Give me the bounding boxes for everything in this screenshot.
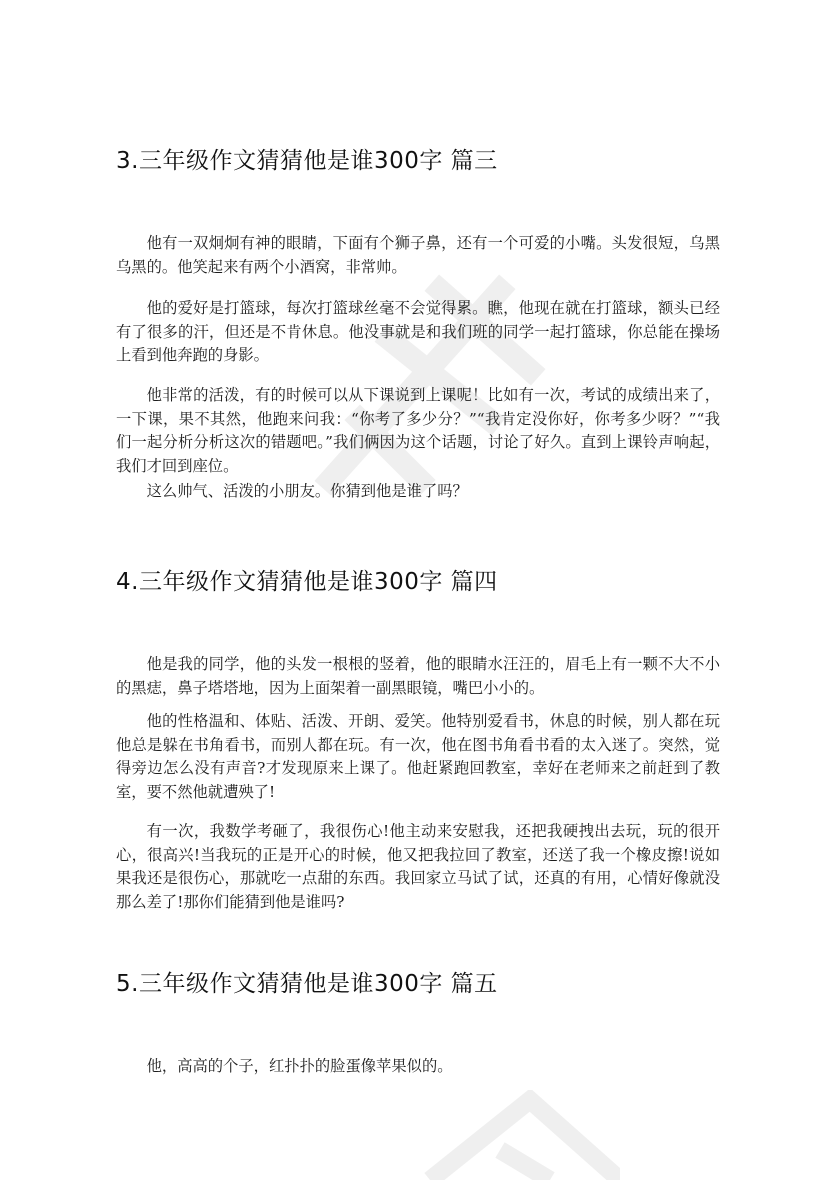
- paragraph: 他非常的活泼，有的时候可以从下课说到上课呢！比如有一次，考试的成绩出来了，一下课，果不其然，他跑来问我：“你考了多少分？”“我肯定没你好，你考多少呀？”“我们一起分析分析这次的错题吧。”我们俩因为这个话题，讨论了好久。直到上课铃声响起，我们才回到座位。: [116, 386, 720, 475]
- paragraph: 他有一双炯炯有神的眼睛，下面有个狮子鼻，还有一个可爱的小嘴。头发很短，乌黑乌黑的。他笑起来有两个小酒窝，非常帅。: [116, 234, 720, 276]
- paragraph: 有一次，我数学考砸了，我很伤心!他主动来安慰我，还把我硬拽出去玩，玩的很开心，很高兴!当我玩的正是开心的时候，他又把我拉回了教室，还送了我一个橡皮擦!说如果我还是很伤心，那就吃一点甜的东西。我回家立马试了试，还真的有用，心情好像就没那么差了!那你们能猜到他是谁吗?: [116, 822, 720, 911]
- paragraph: 他的爱好是打篮球，每次打篮球丝毫不会觉得累。瞧，他现在就在打篮球，额头已经有了很多的汗，但还是不肯休息。他没事就是和我们班的同学一起打篮球，你总能在操场上看到他奔跑的身影。: [116, 299, 720, 364]
- paragraph: 他，高高的个子，红扑扑的脸蛋像苹果似的。: [146, 1057, 453, 1075]
- paragraph: 他的性格温和、体贴、活泼、开朗、爱笑。他特别爱看书，休息的时候，别人都在玩他总是躲在书角看书，而别人都在玩。有一次，他在图书角看书看的太入迷了。突然，觉得旁边怎么没有声音?才发现原来上课了。他赶紧跑回教室，幸好在老师来之前赶到了教室，要不然他就遭殃了!: [116, 712, 720, 801]
- section-heading: 5.三年级作文猜猜他是谁300字 篇五: [116, 971, 498, 997]
- paragraph: 他是我的同学，他的头发一根根的竖着，他的眼睛水汪汪的，眉毛上有一颗不大不小的黑痣，鼻子塔塔地，因为上面架着一副黑眼镜，嘴巴小小的。: [116, 655, 720, 697]
- watermark-corner-icon: [420, 1090, 620, 1180]
- section-heading: 4.三年级作文猜猜他是谁300字 篇四: [116, 569, 498, 595]
- paragraph: 这么帅气、活泼的小朋友。你猜到他是谁了吗？: [146, 482, 468, 500]
- section-heading: 3.三年级作文猜猜他是谁300字 篇三: [116, 148, 498, 174]
